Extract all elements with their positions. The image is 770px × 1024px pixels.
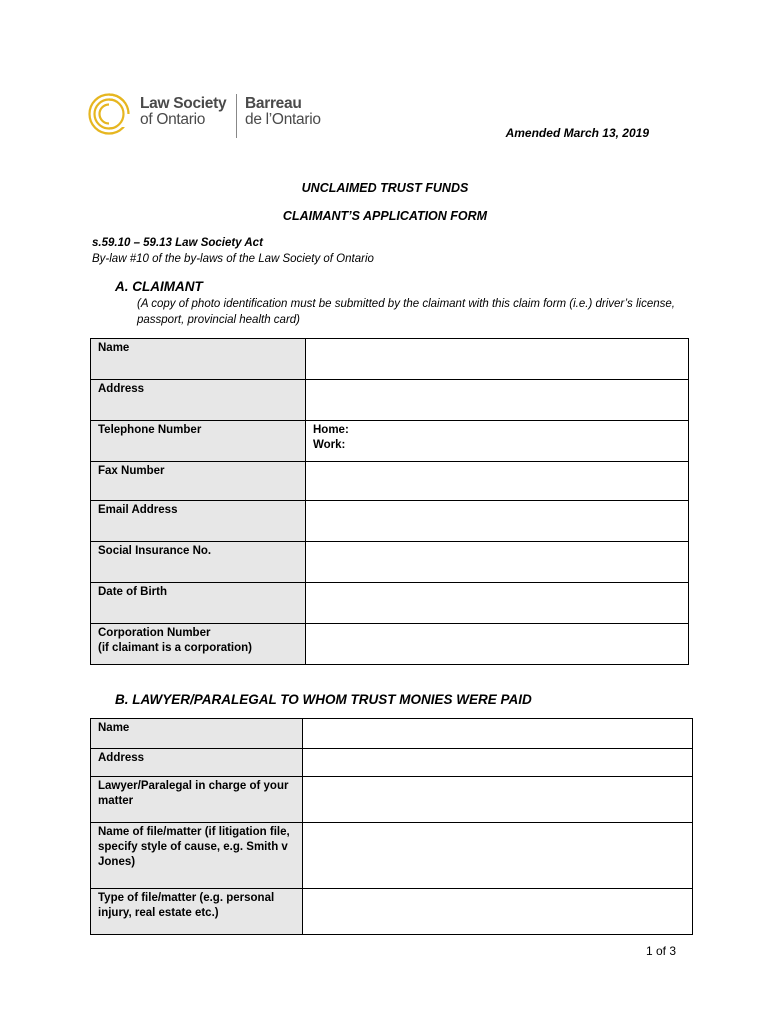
field-label: Social Insurance No. (91, 542, 306, 583)
field-label: Address (91, 749, 303, 777)
field-label: Address (91, 380, 306, 421)
bylaw-reference: By-law #10 of the by-laws of the Law Society of Ontario (92, 253, 374, 265)
field-label: Lawyer/Paralegal in charge of your matter (91, 777, 303, 823)
claimant-address-field[interactable] (306, 380, 689, 421)
home-phone-label: Home: (313, 424, 349, 436)
table-row (91, 749, 693, 777)
lawyer-name-field[interactable] (303, 719, 693, 749)
table-row (91, 542, 689, 583)
table-row (91, 624, 689, 665)
claimant-name-field[interactable] (306, 339, 689, 380)
lawyer-table (90, 718, 693, 935)
claimant-dob-field[interactable] (306, 583, 689, 624)
work-phone-label: Work: (313, 439, 346, 451)
table-row (91, 777, 693, 823)
section-b-heading: B. LAWYER/PARALEGAL TO WHOM TRUST MONIES WERE PAID (115, 692, 532, 707)
claimant-table (90, 338, 689, 665)
claimant-telephone-field[interactable] (306, 421, 689, 462)
statute-reference: s.59.10 – 59.13 Law Society Act (92, 237, 263, 249)
section-a-note: (A copy of photo identification must be submitted by the claimant with this claim form (i.e.) driver’s license, passport, provincial health card) (137, 298, 675, 326)
claimant-fax-field[interactable] (306, 462, 689, 501)
form-title: UNCLAIMED TRUST FUNDS (301, 181, 469, 195)
field-label: Type of file/matter (e.g. personal injury, real estate etc.) (91, 889, 303, 935)
field-label: Name of file/matter (if litigation file, specify style of cause, e.g. Smith v Jones) (91, 823, 303, 889)
claimant-sin-field[interactable] (306, 542, 689, 583)
logo-en-line2: of Ontario (140, 111, 206, 128)
table-row (91, 501, 689, 542)
field-label: Email Address (91, 501, 306, 542)
lawyer-address-field[interactable] (303, 749, 693, 777)
amended-date: Amended March 13, 2019 (505, 126, 649, 140)
claimant-email-field[interactable] (306, 501, 689, 542)
table-row (91, 889, 693, 935)
field-label (91, 624, 306, 665)
field-label: Name (91, 719, 303, 749)
logo-fr-line2: de l’Ontario (245, 111, 321, 128)
table-row (91, 462, 689, 501)
lawyer-in-charge-field[interactable] (303, 777, 693, 823)
claimant-corporation-field[interactable] (306, 624, 689, 665)
table-row (91, 421, 689, 462)
table-row (91, 823, 693, 889)
field-label: Telephone Number (91, 421, 306, 462)
page-number: 1 of 3 (646, 944, 677, 958)
logo-en-line1: Law Society (140, 95, 227, 112)
logo-text-french (245, 96, 321, 128)
file-name-field[interactable] (303, 823, 693, 889)
field-label: Fax Number (91, 462, 306, 501)
field-label: Name (91, 339, 306, 380)
logo-fr-line1: Barreau (245, 95, 302, 112)
form-subtitle: CLAIMANT’S APPLICATION FORM (282, 209, 488, 223)
table-row (91, 339, 689, 380)
corporation-number-label: Corporation Number (98, 627, 211, 639)
field-label: Date of Birth (91, 583, 306, 624)
table-row (91, 380, 689, 421)
corporation-number-sublabel: (if claimant is a corporation) (98, 642, 252, 654)
table-row (91, 719, 693, 749)
logo-text-english (140, 96, 226, 128)
section-a-heading: A. CLAIMANT (115, 279, 203, 294)
file-type-field[interactable] (303, 889, 693, 935)
table-row (91, 583, 689, 624)
